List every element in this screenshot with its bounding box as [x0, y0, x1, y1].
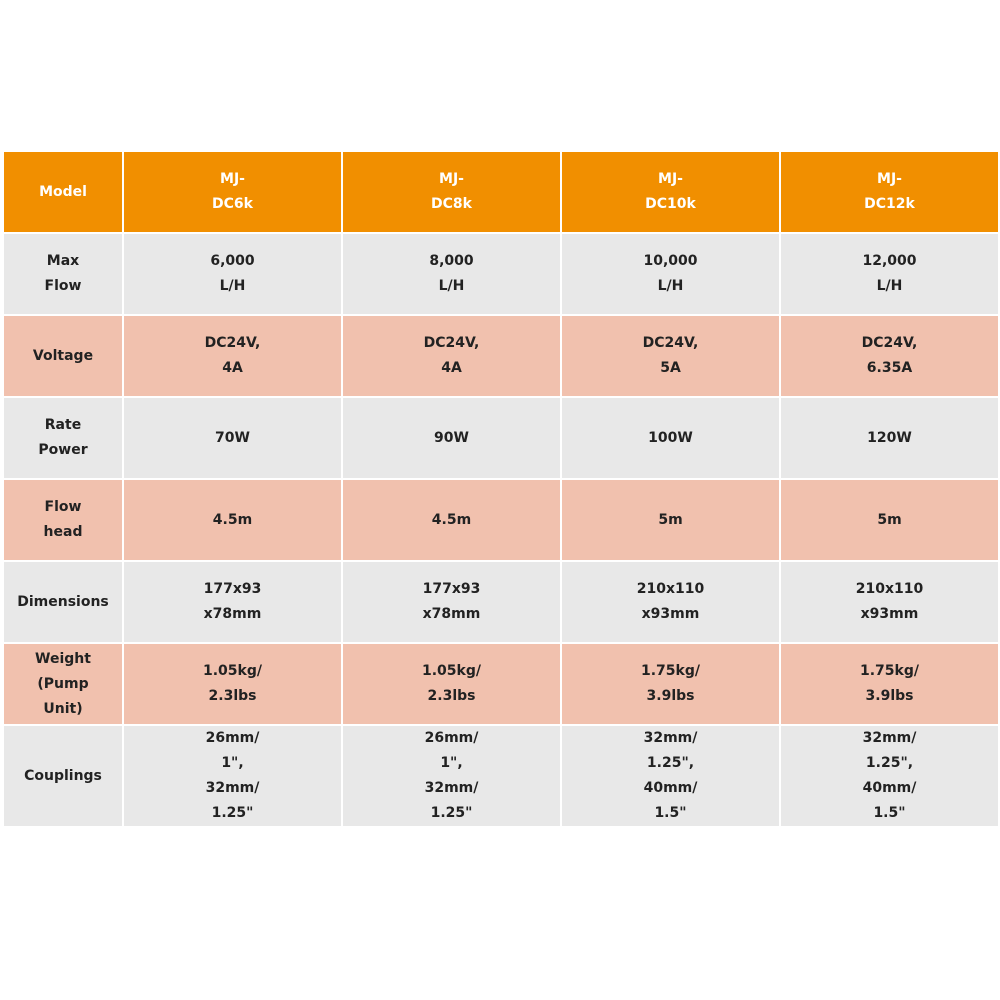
table-cell: 210x110 x93mm [561, 561, 780, 643]
row-voltage [3, 315, 999, 397]
row-label: Dimensions [3, 561, 123, 643]
table-cell: 1.75kg/ 3.9lbs [780, 643, 999, 725]
row-max-flow [3, 233, 999, 315]
table-cell: 177x93 x78mm [342, 561, 561, 643]
row-couplings [3, 725, 999, 827]
table-cell: 26mm/ 1", 32mm/ 1.25" [123, 725, 342, 827]
row-dimensions [3, 561, 999, 643]
table-cell: 4.5m [123, 479, 342, 561]
header-model-dc6k: MJ- DC6k [123, 151, 342, 233]
table-cell: 10,000 L/H [561, 233, 780, 315]
row-flow-head [3, 479, 999, 561]
header-model-dc10k: MJ- DC10k [561, 151, 780, 233]
header-model-dc12k: MJ- DC12k [780, 151, 999, 233]
table-cell: DC24V, 6.35A [780, 315, 999, 397]
table-cell: 177x93 x78mm [123, 561, 342, 643]
table-cell: 1.75kg/ 3.9lbs [561, 643, 780, 725]
table-cell: DC24V, 5A [561, 315, 780, 397]
table-cell: 5m [780, 479, 999, 561]
table-cell: 12,000 L/H [780, 233, 999, 315]
header-model-dc8k: MJ- DC8k [342, 151, 561, 233]
row-label: Max Flow [3, 233, 123, 315]
table-cell: 8,000 L/H [342, 233, 561, 315]
row-label: Couplings [3, 725, 123, 827]
row-label: Rate Power [3, 397, 123, 479]
header-row [3, 151, 999, 233]
row-weight [3, 643, 999, 725]
row-label: Flow head [3, 479, 123, 561]
row-rate-power [3, 397, 999, 479]
table-cell: 32mm/ 1.25", 40mm/ 1.5" [780, 725, 999, 827]
row-label: Voltage [3, 315, 123, 397]
table-cell: 90W [342, 397, 561, 479]
table-cell: 6,000 L/H [123, 233, 342, 315]
table-cell: 1.05kg/ 2.3lbs [123, 643, 342, 725]
table-cell: 5m [561, 479, 780, 561]
table-cell: 32mm/ 1.25", 40mm/ 1.5" [561, 725, 780, 827]
table-cell: 120W [780, 397, 999, 479]
spec-table [2, 150, 1000, 828]
table-cell: DC24V, 4A [342, 315, 561, 397]
table-cell: DC24V, 4A [123, 315, 342, 397]
table-cell: 26mm/ 1", 32mm/ 1.25" [342, 725, 561, 827]
table-cell: 1.05kg/ 2.3lbs [342, 643, 561, 725]
row-label: Weight (Pump Unit) [3, 643, 123, 725]
table-cell: 70W [123, 397, 342, 479]
table-cell: 210x110 x93mm [780, 561, 999, 643]
table-cell: 100W [561, 397, 780, 479]
table-cell: 4.5m [342, 479, 561, 561]
header-label-model: Model [3, 151, 123, 233]
